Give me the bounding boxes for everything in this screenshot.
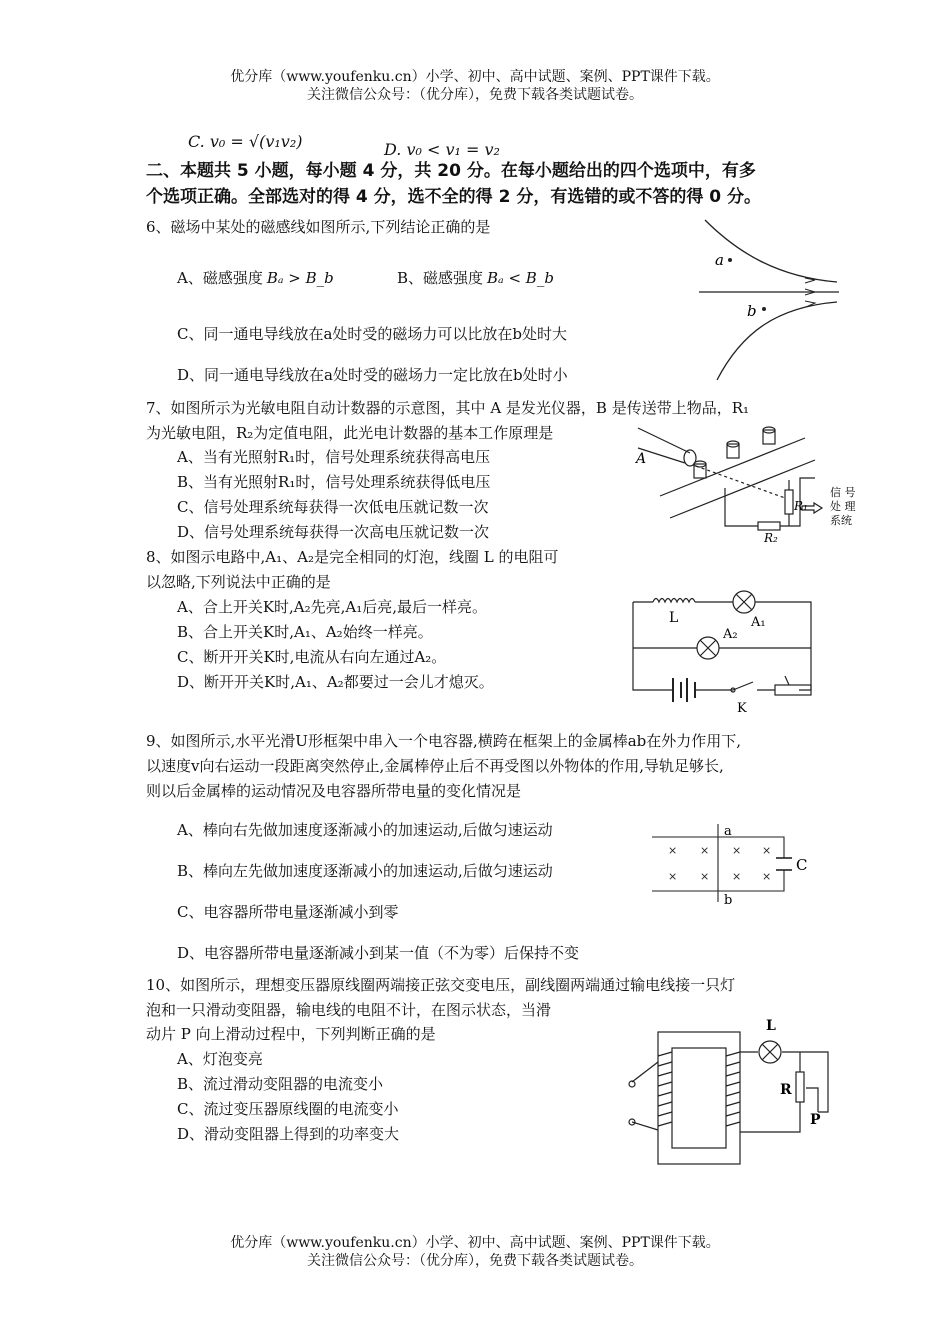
- q7-signal-label-2: 处 理: [830, 500, 856, 513]
- q7-signal-label-3: 系统: [830, 514, 852, 527]
- q6-option-c: C、同一通电导线放在a处时受的磁场力可以比放在b处时大: [177, 325, 568, 343]
- q10-option-a: A、灯泡变亮: [177, 1050, 263, 1068]
- q10-lamp-cross: [762, 1044, 778, 1060]
- q6-option-a: [177, 266, 334, 290]
- q9-label-a: a: [724, 824, 732, 839]
- q8-option-d: D、断开开关K时,A₁、A₂都要过一会儿才熄灭。: [177, 673, 494, 691]
- q8-label-a1: A₁: [751, 615, 766, 630]
- q6-point-b: [762, 307, 766, 311]
- q10-transformer-figure: [620, 1012, 840, 1172]
- q7-stem-line-2: 为光敏电阻，R₂为定值电阻，此光电计数器的基本工作原理是: [146, 424, 554, 442]
- q10-iron-core-outer: [658, 1032, 740, 1164]
- q9-field-mark: ×: [762, 844, 772, 857]
- q6-label-b: b: [747, 302, 757, 320]
- q9-stem-line-2: 以速度v向右运动一段距离突然停止,金属棒停止后不再受图以外物体的作用,导轨足够长,: [146, 757, 724, 775]
- q6-stem: 6、磁场中某处的磁感线如图所示,下列结论正确的是: [146, 218, 491, 236]
- q7-signal-label-1: 信 号: [830, 486, 856, 499]
- q8-option-a: A、合上开关K时,A₂先亮,A₁后亮,最后一样亮。: [177, 598, 488, 616]
- q10-rheostat-r: [796, 1072, 804, 1102]
- q6-option-a-text: A、磁感强度: [177, 269, 263, 287]
- q10-option-c: C、流过变压器原线圈的电流变小: [177, 1100, 399, 1118]
- q8-lamp-a1-cross: [736, 594, 752, 610]
- q9-capacitor-figure: [652, 822, 817, 907]
- q7-stem-line-1: 7、如图所示为光敏电阻自动计数器的示意图，其中 A 是发光仪器，B 是传送带上物品，R₁: [146, 399, 750, 417]
- section-2-title-line-2: 个选项正确。全部选对的得 4 分，选不全的得 2 分，有选错的或不答的得 0 分。: [146, 187, 761, 207]
- q9-field-mark: ×: [700, 870, 710, 883]
- q8-coil-l: [653, 599, 695, 603]
- q8-rheostat-slider: [785, 676, 789, 685]
- q10-label-l: L: [766, 1018, 776, 1034]
- section-2-title-line-1: 二、本题共 5 小题，每小题 4 分，共 20 分。在每小题给出的四个选项中，有多: [146, 161, 756, 181]
- q9-stem-line-1: 9、如图所示,水平光滑U形框架中串入一个电容器,横跨在框架上的金属棒ab在外力作用下,: [146, 732, 742, 750]
- q9-field-mark: ×: [732, 870, 742, 883]
- q10-primary-leads: [632, 1062, 658, 1130]
- q10-slider-p: [806, 1088, 818, 1112]
- q7-resistor-r2: [758, 522, 780, 530]
- q8-stem-line-1: 8、如图示电路中,A₁、A₂是完全相同的灯泡，线圈 L 的电阻可: [146, 548, 559, 566]
- q6-option-a-expr: Bₐ > B_b: [266, 269, 334, 287]
- prev-option-d-label: D.: [384, 140, 402, 159]
- q6-field-line-figure: [697, 212, 847, 387]
- q7-label-a: A: [636, 451, 647, 467]
- q7-option-d: D、信号处理系统每获得一次高电压就记数一次: [177, 523, 490, 541]
- prev-option-c-expr: v₀ = √(v₁v₂): [209, 132, 303, 151]
- q7-option-a: A、当有光照射R₁时，信号处理系统获得高电压: [177, 448, 491, 466]
- header-line-1: 优分库（www.youfenku.cn）小学、初中、高中试题、案例、PPT课件下载。: [230, 69, 720, 85]
- q6-point-a: [728, 258, 732, 262]
- q9-field-mark: ×: [732, 844, 742, 857]
- prev-option-c: [188, 132, 302, 151]
- q6-lower-field-line: [717, 302, 837, 380]
- q6-option-b-expr: Bₐ < B_b: [487, 269, 554, 287]
- q8-label-k: K: [737, 701, 747, 716]
- q8-switch-k: [733, 682, 753, 690]
- q9-field-mark: ×: [668, 844, 678, 857]
- q8-lamp-a2-cross: [700, 640, 716, 656]
- q8-option-c: C、断开开关K时,电流从右向左通过A₂。: [177, 648, 447, 666]
- q9-option-c: C、电容器所带电量逐渐减小到零: [177, 903, 399, 921]
- prev-option-c-label: C.: [188, 132, 205, 151]
- q9-option-d: D、电容器所带电量逐渐减小到某一值（不为零）后保持不变: [177, 944, 580, 962]
- q9-option-b: B、棒向左先做加速度逐渐减小的加速运动,后做匀速运动: [177, 862, 553, 880]
- q7-counter-figure: [630, 418, 860, 548]
- q10-option-b: B、流过滑动变阻器的电流变小: [177, 1075, 384, 1093]
- q7-option-b: B、当有光照射R₁时，信号处理系统获得低电压: [177, 473, 491, 491]
- q10-secondary-coil: [726, 1052, 740, 1126]
- q7-option-c: C、信号处理系统每获得一次低电压就记数一次: [177, 498, 489, 516]
- q8-stem-line-2: 以忽略,下列说法中正确的是: [146, 573, 331, 591]
- q7-resistor-r1: [785, 490, 793, 514]
- q10-label-r: R: [780, 1082, 792, 1098]
- q7-label-r1: R₁: [794, 499, 808, 513]
- footer-line-1: 优分库（www.youfenku.cn）小学、初中、高中试题、案例、PPT课件下载。: [230, 1235, 720, 1251]
- q6-option-b: [397, 266, 554, 290]
- q9-field-mark: ×: [762, 870, 772, 883]
- q8-label-l: L: [669, 610, 679, 626]
- q10-label-p: P: [810, 1112, 821, 1128]
- q8-option-b: B、合上开关K时,A₁、A₂始终一样亮。: [177, 623, 433, 641]
- q10-stem-line-2: 泡和一只滑动变阻器，输电线的电阻不计，在图示状态，当滑: [146, 1001, 552, 1019]
- q6-option-b-text: B、磁感强度: [397, 269, 484, 287]
- q8-battery: [673, 678, 695, 702]
- footer-line-2: 关注微信公众号：（优分库），免费下载各类试题试卷。: [307, 1253, 643, 1269]
- prev-option-d-expr: v₀ < v₁ = v₂: [406, 140, 500, 159]
- section-2-title: [146, 158, 826, 210]
- prev-option-d: [384, 140, 500, 159]
- q10-primary-coil: [658, 1052, 672, 1126]
- q9-label-b: b: [724, 893, 733, 907]
- q9-option-a: A、棒向右先做加速度逐渐减小的加速运动,后做匀速运动: [177, 821, 553, 839]
- q9-stem-line-3: 则以后金属棒的运动情况及电容器所带电量的变化情况是: [146, 782, 522, 800]
- q7-light-beam: [696, 466, 785, 498]
- q10-option-d: D、滑动变阻器上得到的功率变大: [177, 1125, 400, 1143]
- q10-stem-line-3: 动片 P 向上滑动过程中，下列判断正确的是: [146, 1025, 436, 1043]
- q9-label-c: C: [796, 856, 808, 874]
- q10-stem-line-1: 10、如图所示，理想变压器原线圈两端接正弦交变电压，副线圈两端通过输电线接一只灯: [146, 976, 736, 994]
- q7-label-r2: R₂: [764, 531, 778, 545]
- header-line-2: 关注微信公众号：（优分库），免费下载各类试题试卷。: [307, 87, 643, 103]
- q6-option-d: D、同一通电导线放在a处时受的磁场力一定比放在b处时小: [177, 366, 568, 384]
- q8-circuit-figure: [625, 586, 820, 718]
- q6-upper-field-line: [705, 220, 837, 282]
- q8-label-a2: A₂: [723, 627, 738, 642]
- q9-field-mark: ×: [668, 870, 678, 883]
- q9-field-mark: ×: [700, 844, 710, 857]
- q8-outer-wire: [633, 602, 811, 690]
- q6-label-a: a: [715, 251, 724, 269]
- q10-iron-core-inner: [672, 1048, 726, 1148]
